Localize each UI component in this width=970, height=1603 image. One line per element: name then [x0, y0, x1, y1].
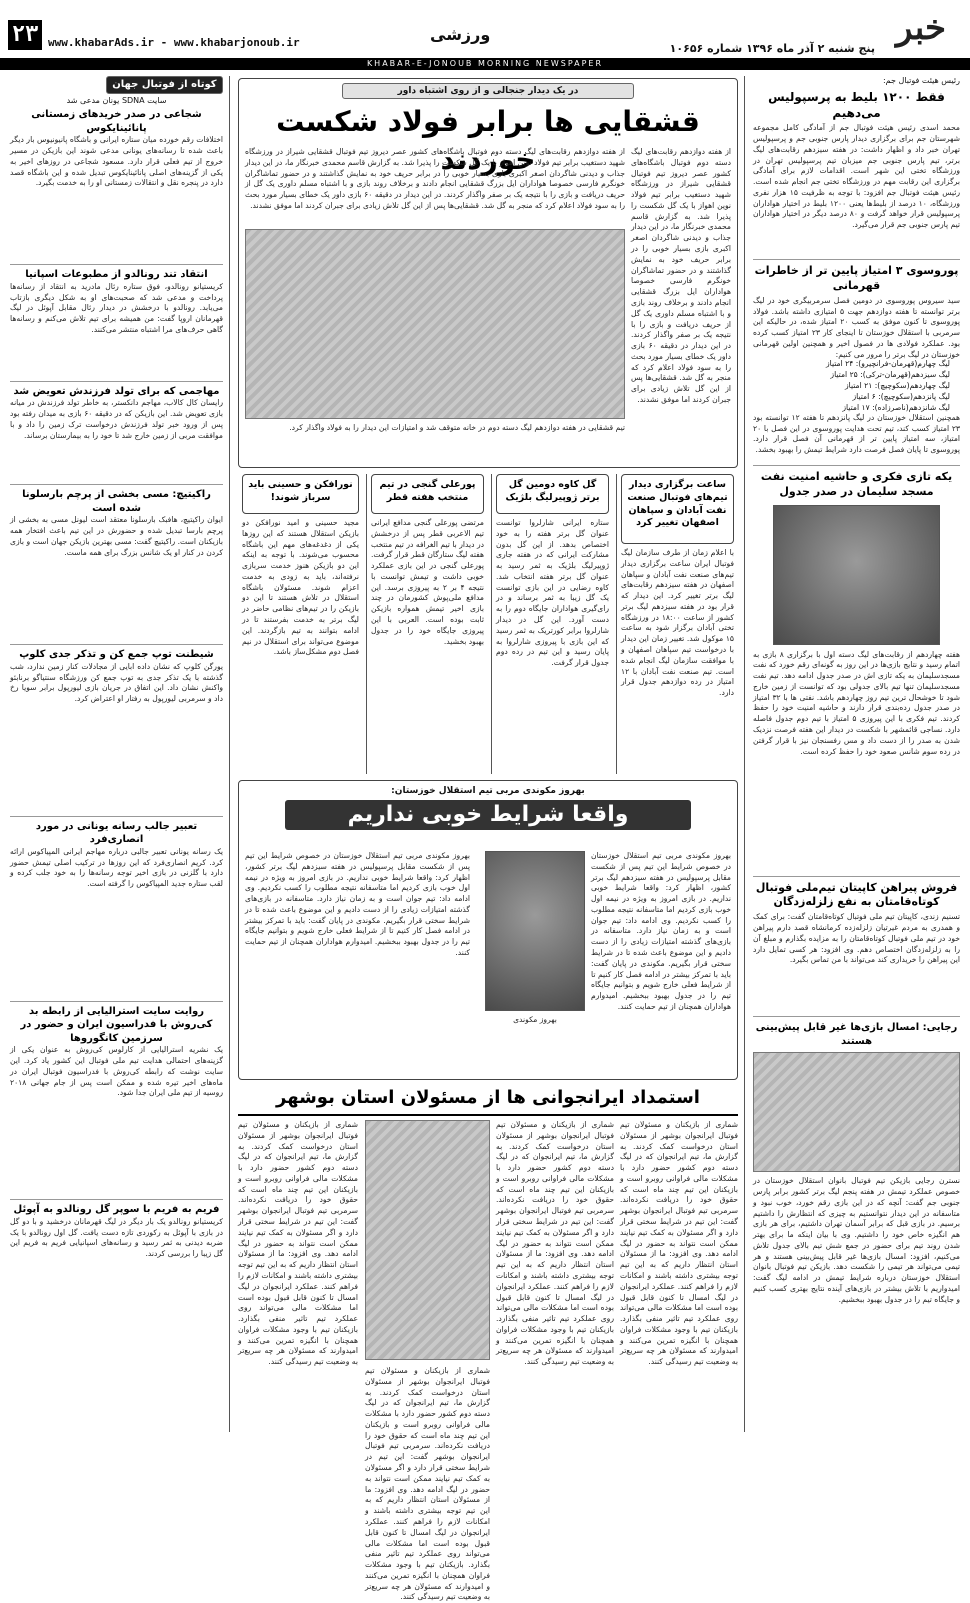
list-item: لیگ شانزدهم(ناصرزاده): ۱۷ امتیاز: [842, 402, 950, 412]
column-title: پورعلی گنجی در تیم منتخب هفته قطر: [371, 474, 484, 514]
small-col-pouraliganji: [366, 474, 488, 774]
article-naft: [753, 465, 960, 870]
news-body: رایسان کال کالاب، مهاجم دانکستر، به خاطر تولد فرزندش در میانه بازی تعویض شد. این بازیکن که در دقیقه ۶۰ بازی به میدان رفته بود پس از ورود خبر تولد فرزندش درخواست ترک زمین را داد و با موافقت مربی از زمین خارج شد تا خود را به بیمارستان برساند.: [10, 398, 223, 440]
news-body: یورگن کلوپ که نشان داده ابایی از مجادلات کنار زمین ندارد، شب گذشته با یک تذکر جدی به توپ جمع کن ورزشگاه سنتیاگو برنابئو واکنش نشان داد. این اتفاق در جریان بازی لیورپول برابر سویا رخ داد و سرمربی لیورپول به رفتار او اعتراض کرد.: [10, 661, 223, 704]
news-item: [10, 1001, 223, 1196]
page-header: [0, 0, 970, 72]
article-body: همچنین استقلال خوزستان در لیگ پانزدهم تا هفته ۱۲ توانسته بود ۲۳ امتیاز کسب کند، تیم تحت هدایت پوروسوی در این فصل با ۲۰ امتیاز، سه امتیاز پایین تر از قهرمانی آن فصل قرار دارد. پوروسوی تا پایان فصل فرصت دارد شرایط تیمش را بهبود بخشد.: [753, 412, 960, 455]
news-item: [10, 484, 223, 640]
source-line: سایت SDNA یونان مدعی شد: [66, 95, 167, 105]
lead-caption: تیم قشقایی در هفته دوازدهم لیگ دسته دوم در خانه متوقف شد و امتیازات این دیدار را به فولاد واگذار کرد.: [289, 423, 625, 432]
bushehr-body-3: شماری از بازیکنان و مسئولان تیم فوتبال ایرانجوان بوشهر از مسئولان استان درخواست کمک کردند. به گزارش ما، تیم ایرانجوان که در لیگ دسته دوم کشور حضور دارد با مشکلات مالی فراوانی روبرو است و بازیکنان این تیم چند ماه است که حقوق خود را دریافت نکرده‌اند. سرمربی تیم فوتبال ایرانجوان بوشهر گفت: این تیم در شرایط سختی قرار دارد و اگر مسئولان به کمک تیم نیایند ممکن است نتواند به حضور در لیگ ادامه دهد. وی افزود: ما از مسئولان استان انتظار داریم که به این تیم توجه بیشتری داشته باشند و امکانات لازم را فراهم کنند. عملکرد ایرانجوان در لیگ امسال تا کنون قابل قبول بوده است اما مشکلات مالی می‌تواند روی عملکرد تیم تاثیر منفی بگذارد. بازیکنان تیم با وجود مشکلات فراوان همچنان با انگیزه تمرین می‌کنند و امیدوارند که مسئولان هر چه سریع‌تر به وضعیت تیم رسیدگی کنند.: [365, 1366, 490, 1602]
world-football-box: [106, 76, 223, 94]
interview-kicker: بهروز مکوندی مربی تیم استقلال خوزستان:: [391, 786, 585, 796]
article-title: یکه تازی فکری و حاشیه امنیت نفت مسجد سلیمان در صدر جدول: [760, 469, 953, 498]
news-item: [10, 108, 223, 260]
news-body: ایوان راکیتیچ، هافبک بارسلونا معتقد است لیونل مسی به بخشی از پرچم بارسا تبدیل شده و حضورش در این تیم باعث افتخار همه بازیکنان است. راکیتیچ گفت: مسی بهترین بازیکن جهان است و بازی کردن در کنار او یک شانس بزرگ برای همه ماست.: [10, 515, 223, 557]
article-rajaei: [753, 1016, 960, 1426]
news-item: [10, 1199, 223, 1327]
section-title: ورزشی: [430, 25, 491, 44]
coach-photo: [773, 505, 940, 645]
news-title: راکیتیچ: مسی بخشی از پرچم بارسلونا شده است: [22, 489, 211, 514]
news-item: [10, 816, 223, 997]
article-kicker: رئیس هیئت فوتبال جم:: [882, 76, 960, 85]
right-column: [744, 76, 966, 1432]
column-title: گل کاوه دومین گل برتر ژوپیرلیگ بلژیک: [496, 474, 609, 514]
bushehr-body-2: شماری از بازیکنان و مسئولان تیم فوتبال ایرانجوان بوشهر از مسئولان استان درخواست کمک کردند. به گزارش ما، تیم ایرانجوان که در لیگ دسته دوم کشور حضور دارد با مشکلات مالی فراوانی روبرو است و بازیکنان این تیم چند ماه است که حقوق خود را دریافت نکرده‌اند. سرمربی تیم فوتبال ایرانجوان بوشهر گفت: این تیم در شرایط سختی قرار دارد و اگر مسئولان به کمک تیم نیایند ممکن است نتواند به حضور در لیگ ادامه دهد. وی افزود: ما از مسئولان استان انتظار داریم که به این تیم توجه بیشتری داشته باشند و امکانات لازم را فراهم کنند. عملکرد ایرانجوان در لیگ امسال تا کنون قابل قبول بوده است اما مشکلات مالی می‌تواند روی عملکرد تیم تاثیر منفی بگذارد. بازیکنان تیم با وجود مشکلات فراوان همچنان با انگیزه تمرین می‌کنند و امیدوارند که مسئولان هر چه سریع‌تر به وضعیت تیم رسیدگی کنند.: [496, 1120, 614, 1367]
small-col-esteghlal: [238, 474, 363, 774]
article-body: نسترن رجایی بازیکن تیم فوتبال بانوان استقلال خوزستان در خصوص عملکرد تیمش در هفته پنجم لیگ برتر کشور برابر پارس جنوبی جم گفت: آنچه که در این بازی رقم خورد، خوب نبود و متاسفانه در این دیدار نتوانستیم به چیزی که انتظارش را داشتیم برسیم. در بازی قبل که برابر آسمان تهران داشتیم، برای هر بازی هم انگیزه خاص خود را داشتیم. وی با بیان اینکه ما برای بهتر شدن روند تیم برای حضور در جمع شش تیم بالای جدول تلاش می‌کنیم، افزود: امسال بازی‌ها غیر قابل پیش‌بینی هستند و هر تیمی می‌تواند هر تیمی را شکست دهد. بازیکن تیم فوتبال بانوان استقلال خوزستان درباره شرایط تیمش در ادامه لیگ گفت: امیدواریم با تلاش بیشتر در بازی‌های آینده نتایج بهتری کسب کنیم و جایگاه تیم را در جدول بهبود ببخشیم.: [753, 1176, 960, 1304]
lead-article: [238, 78, 738, 468]
article-body: تسنیم زندی، کاپیتان تیم ملی فوتبال کوتاه‌قامتان گفت: برای کمک و همدری به مردم غیرتیان زلزله‌زده کرمانشاه قصد دارم پیراهن خود در تیم ملی فوتبال کوتاه‌قامتان را به مزایده بگذارم و مبلغ آن را به زلزله‌زدگان اختصاص دهم. وی افزود: هر کسی تمایل دارد این پیراهن را خریداری کند می‌تواند با من تماس بگیرد.: [753, 912, 960, 965]
bushehr-article: [238, 1086, 738, 1602]
news-title: انتقاد تند رونالدو از مطبوعات اسپانیا: [25, 269, 208, 281]
interview-body: بهروز مکوندی مربی تیم استقلال خوزستان در خصوص شرایط این تیم پس از شکست مقابل پرسپولیس در هفته سیزدهم لیگ برتر کشور، اظهار کرد: واقعا شرایط خوبی نداریم. در بازی امروز به ویژه در نیمه اول خوب بازی کردیم اما متاسفانه نتیجه مطلوب را کسب نکردیم. وی ادامه داد: تیم جوان است و به زمان نیاز دارد. متاسفانه در بازی‌های گذشته امتیازات زیادی را از دست دادیم و این موضوع باعث شده تا در شرایط سختی قرار بگیریم. مکوندی در پایان گفت: باید با تمرکز بیشتر در ادامه فصل کار کنیم تا از شرایط فعلی خارج شویم و بتوانیم جایگاه تیم را در جدول بهبود ببخشیم. امیدوارم هواداران همچنان از تیم حمایت کنند.: [591, 851, 731, 1011]
news-body: کریستیانو رونالدو یک بار دیگر در لیگ قهرمانان درخشید و با دو گل در بازی با آپوئل به رکوردی تازه دست یافت. گل اول رونالدو با یک ضربه دیدنی به ثمر رسید و رسانه‌های اسپانیایی فریم به فریم این گل زیبا را بررسی کردند.: [10, 1216, 223, 1259]
interview-body-2: بهروز مکوندی مربی تیم استقلال خوزستان در خصوص شرایط این تیم پس از شکست مقابل پرسپولیس در هفته سیزدهم لیگ برتر کشور، اظهار کرد: واقعا شرایط خوبی نداریم. در بازی امروز به ویژه در نیمه اول خوب بازی کردیم اما متاسفانه نتیجه مطلوب را کسب نکردیم. وی ادامه داد: تیم جوان است و به زمان نیاز دارد. متاسفانه در بازی‌های گذشته امتیازات زیادی را از دست دادیم و این موضوع باعث شده تا در شرایط سختی قرار بگیریم. مکوندی در پایان گفت: باید با تمرکز بیشتر در ادامه فصل کار کنیم تا از شرایط فعلی خارج شویم و بتوانیم جایگاه تیم را در جدول بهبود ببخشیم. امیدوارم هواداران همچنان از تیم حمایت کنند.: [245, 851, 470, 958]
newspaper-logo: خبر: [895, 8, 947, 49]
news-item: [10, 381, 223, 481]
column-body: مرتضی پورعلی گنجی مدافع ایرانی تیم الاعربی قطر پس از درخشش در دیدار با تیم الغرافه در تیم منتخب هفته لیگ ستارگان قطر قرار گرفت. پورعلی گنجی در این بازی عملکرد خوبی داشت و تیمش توانست با نتیجه ۴ بر ۲ به پیروزی برسد. این مدافع ملی‌پوش کشورمان در چند بازی اخیر تیمش همواره بازیکن ثابت بوده است. العربی با این پیروزی جایگاه خود را در جدول بهبود بخشید.: [371, 518, 484, 646]
column-title: نورافکن و حسینی باید سرباز شوند!: [242, 474, 359, 514]
small-col-oil: [616, 474, 738, 774]
article-poursavi: [753, 259, 960, 459]
lead-title: قشقایی ها برابر فولاد شکست خوردند: [276, 105, 700, 176]
list-item: لیگ سیزدهم(قهرمان-ترکی): ۲۵ امتیاز: [830, 369, 950, 379]
news-title: مهاجمی که برای تولد فرزندش تعویض شد: [13, 385, 220, 397]
news-title: روایت سایت استرالیایی از رابطه بد کی‌روش با فدراسیون ایران و حضور در سرزمین کانگوروها: [20, 1005, 213, 1044]
interview-title-bar: [285, 800, 691, 830]
column-body: ستاره ایرانی شارلروا توانست عنوان گل برتر هفته را به خود اختصاص بدهد. از این گل بدون مشارکت ایرانی که در هفته جاری ژوپیرلیگ بلژیک به ثمر رسید به عنوان گل برتر هفته انتخاب شد. کاوه رضایی در این بازی توانست یک گل زیبا به ثمر برساند و در رای‌گیری هواداران جایگاه دوم را به دست آورد. این گل در دیدار شارلروا برابر کورتریک به ثمر رسید که این بازی با پیروزی شارلروا به پایان رسید و این تیم در رده دوم جدول قرار گرفت.: [496, 518, 609, 668]
article-body: محمد اسدی رئیس هیئت فوتبال جم از آمادگی کامل مجموعه شهرستان جم برای برگزاری دیدار پارس جنوبی جم و پرسپولیس تهران خبر داد و اظهار داشت: در هفته سیزدهم رقابت‌های لیگ برتر، تیم پارس جنوبی جم میزبان تیم پرسپولیس تهران در ورزشگاه تختی این شهر است. اقدامات لازم برای آمادگی برگزاری این رقابت مهم در ورزشگاه تختی جم انجام شده است. رئیس هیئت فوتبال جم افزود: با توجه به ظرفیت ۱۵ هزار نفری ورزشگاه، ۱۰ درصد از بلیط‌ها یعنی ۱۲۰۰ بلیط در اختیار هواداران پرسپولیس قرار خواهد گرفت و ۸۰ درصد دیگر در اختیار هواداران تیم پارس جنوبی جم قرار می‌گیرد.: [753, 123, 961, 230]
standings-list: [753, 358, 960, 413]
bushehr-body: شماری از بازیکنان و مسئولان تیم فوتبال ایرانجوان بوشهر از مسئولان استان درخواست کمک کردند. به گزارش ما، تیم ایرانجوان که در لیگ دسته دوم کشور حضور دارد با مشکلات مالی فراوانی روبرو است و بازیکنان این تیم چند ماه است که حقوق خود را دریافت نکرده‌اند. سرمربی تیم فوتبال ایرانجوان بوشهر گفت: این تیم در شرایط سختی قرار دارد و اگر مسئولان به کمک تیم نیایند ممکن است نتواند به حضور در لیگ ادامه دهد. وی افزود: ما از مسئولان استان انتظار داریم که به این تیم توجه بیشتری داشته باشند و امکانات لازم را فراهم کنند. عملکرد ایرانجوان در لیگ امسال تا کنون قابل قبول بوده است اما مشکلات مالی می‌تواند روی عملکرد تیم تاثیر منفی بگذارد. بازیکنان تیم با وجود مشکلات فراوان همچنان با انگیزه تمرین می‌کنند و امیدوارند که مسئولان هر چه سریع‌تر به وضعیت تیم رسیدگی کنند.: [620, 1120, 738, 1367]
lead-body-extra: از هفته دوازدهم رقابت‌های لیگ دسته دوم فوتبال باشگاه‌های کشور عصر دیروز تیم فوتبال قشقایی شیراز در ورزشگاه شهید دستغیب برابر تیم فولاد نوین اهواز با یک گل شکست را پذیرا شد. به گزارش قاسم محمدی خبرنگار ما، در این دیدار جذاب و دیدنی شاگردان اصغر اکبری بازی بسیار خوبی را در برابر حریف خود به نمایش گذاشتند و در حضور تماشاگران خونگرم فارسی خصوصا هواداران ایل بزرگ قشقایی انجام دادند و برخلاف روند بازی و با اشتباه مسلم داوری یک گل از حریف دریافت و بازی را با نتیجه یک بر صفر واگذار کردند. در این دیدار در دقیقه ۶۰ بازی داور یک خطای بسیار مورد بحث را به سود فولاد اعلام کرد که منجر به گل شد. قشقایی‌ها پس از این گل تلاش زیادی برای جبران کردند اما موفق نشدند.: [245, 147, 625, 210]
article-body: سید سیروس پوروسوی در دومین فصل سرمربیگری خود در لیگ برتر توانسته تا هفته دوازدهم جهت ۵ امتیازی داشته باشد. فولاد پوروسوی تا کنون موفق به کسب ۲۰ امتیاز شده، در حالیکه این سرمربی با استقلال خوزستان تا اینجای کار ۲۳ امتیاز کسب کرده بود. عملکرد فولادی ها در فصول اخیر و همچنین اولین قهرمانی خوزستان در لیگ برتر را مرور می کنیم:: [753, 295, 961, 359]
women-football-photo: [753, 1052, 960, 1172]
news-item: [10, 644, 223, 812]
left-column: [6, 76, 230, 1432]
news-item: [10, 264, 223, 377]
match-photo: [245, 229, 625, 419]
article-title: رجایی: امسال بازی‌ها غیر قابل پیش‌بینی هستند: [755, 1022, 958, 1047]
article-body: هفته چهاردهم از رقابت‌های لیگ دسته اول با برگزاری ۸ بازی به اتمام رسید و نتایج بازی‌ها در این روز به گونه‌ای رقم خورد که نفت مسجدسلیمان به یکه تازی اش در صدر جدول ادامه دهد. تیم نفت مسجدسلیمان تنها تیم بالای جدولی بود که توانست از زمین خارج شود تا خوشحال ترین تیم روز چهاردهم باشد. نفتی ها با ۳۲ امتیاز در صدر جدول رده‌بندی قرار دارند و حاشیه امنیت خود را حفظ کردند. تیم فکری با این پیروزی ۵ امتیاز با تیم دوم جدول فاصله دارد. نساجی قائمشهر با شکست در دیدار این هفته فرصت نزدیک شدن به صدر را از دست داد و مس رفسنجان نیز با قرار گرفتن در رده سوم شانس صعود خود را حفظ کرده است.: [753, 649, 961, 756]
lead-body: از هفته دوازدهم رقابت‌های لیگ دسته دوم فوتبال باشگاه‌های کشور عصر دیروز تیم فوتبال قشقایی شیراز در ورزشگاه شهید دستغیب برابر تیم فولاد نوین اهواز با یک گل شکست را پذیرا شد. به گزارش قاسم محمدی خبرنگار ما، در این دیدار جذاب و دیدنی شاگردان اصغر اکبری بازی بسیار خوبی را در برابر حریف خود به نمایش گذاشتند و در حضور تماشاگران خونگرم فارسی خصوصا هواداران ایل بزرگ قشقایی انجام دادند و برخلاف روند بازی و با اشتباه مسلم داوری یک گل از حریف دریافت و بازی را با نتیجه یک بر صفر واگذار کردند. در این دیدار در دقیقه ۶۰ بازی داور یک خطای بسیار مورد بحث را به سود فولاد اعلام کرد که منجر به گل شد. قشقایی‌ها پس از این گل تلاش زیادی برای جبران کردند اما موفق نشدند.: [631, 147, 731, 404]
bushehr-body-4: شماری از بازیکنان و مسئولان تیم فوتبال ایرانجوان بوشهر از مسئولان استان درخواست کمک کردند. به گزارش ما، تیم ایرانجوان که در لیگ دسته دوم کشور حضور دارد با مشکلات مالی فراوانی روبرو است و بازیکنان این تیم چند ماه است که حقوق خود را دریافت نکرده‌اند. سرمربی تیم فوتبال ایرانجوان بوشهر گفت: این تیم در شرایط سختی قرار دارد و اگر مسئولان به کمک تیم نیایند ممکن است نتواند به حضور در لیگ ادامه دهد. وی افزود: ما از مسئولان استان انتظار داریم که به این تیم توجه بیشتری داشته باشند و امکانات لازم را فراهم کنند. عملکرد ایرانجوان در لیگ امسال تا کنون قابل قبول بوده است اما مشکلات مالی می‌تواند روی عملکرد تیم تاثیر منفی بگذارد. بازیکنان تیم با وجود مشکلات فراوان همچنان با انگیزه تمرین می‌کنند و امیدوارند که مسئولان هر چه سریع‌تر به وضعیت تیم رسیدگی کنند.: [238, 1120, 358, 1367]
page-number: ۲۳: [8, 20, 42, 50]
box-title: کوتاه از فوتبال جهان: [112, 79, 217, 90]
small-col-kaveh: [491, 474, 613, 774]
column-title: ساعت برگزاری دیدار تیم‌های فوتبال صنعت نفت آبادان و سپاهان اصفهان تغییر کرد: [621, 474, 734, 544]
article-title: فروش پیراهن کاپیتان تیم‌ملی فوتبال کوتاه‌قامتان به نفع زلزله‌زدگان: [755, 880, 958, 909]
news-title: فریم به فریم با سوپر گل رونالدو به آپوئل: [13, 1204, 220, 1216]
masthead-banner: KHABAR-E-JONOUB MORNING NEWSPAPER: [0, 58, 970, 70]
website-links[interactable]: www.khabarAds.ir - www.khabarjonoub.ir: [48, 36, 300, 49]
article-shirt-sale: [753, 876, 960, 1013]
interview-article: [238, 780, 738, 1080]
news-body: کریستیانو رونالدو، فوق ستاره رئال مادرید به انتقاد از رسانه‌ها پرداخت و مدعی شد که صحبت‌های او به شکل دیگری بازتاب می‌یابد. رونالدو با درخشش در دیدار رئال مقابل آپوئل در لیگ قهرمانان اروپا گفت: من همیشه برای تیم تلاش می‌کنم و رسانه‌ها گاهی حرف‌های مرا اشتباه منتشر می‌کنند.: [10, 281, 223, 334]
list-item: لیگ چهارم(قهرمان-فرانچیرو): ۲۴ امتیاز: [825, 358, 950, 368]
list-item: لیگ پانزدهم(سکوچیچ): ۶ امتیاز: [852, 391, 950, 401]
article-title: پوروسوی ۳ امتیاز پایین تر از خاطرات قهرمانی: [754, 264, 959, 293]
news-body: اختلافات رقم خورده میان ستاره ایرانی و باشگاه پانیونیوس بار دیگر باعث شده تا رسانه‌های یونانی مدعی شوند این بازیکن در مسیر خروج از تیم فعلی قرار دارد. مسعود شجاعی در روزهای اخیر به یکی از گزینه‌های اصلی پانائینایکوس تبدیل شده و این باشگاه قصد دارد در پنجره نقل و انتقالات زمستانی او را به خدمت بگیرد.: [10, 135, 223, 188]
news-title: تعبیر جالب رسانه یونانی در مورد انصاری‌فرد: [35, 820, 198, 846]
article-title: فقط ۱۲۰۰ بلیط به پرسپولیس می‌دهیم: [768, 89, 945, 120]
news-title: شجاعی در صدر خریدهای زمستانی پانائینایکوس: [31, 109, 202, 134]
issue-date: پنج شنبه ۲ آذر ماه ۱۳۹۶ شماره ۱۰۶۵۶: [669, 42, 875, 55]
small-columns: [238, 474, 738, 774]
bushehr-title: استمداد ایرانجوانی ها از مسئولان استان بوشهر: [238, 1086, 738, 1116]
news-title: شیطنت توپ جمع کن و تذکر جدی کلوپ: [19, 649, 214, 661]
column-body: با اعلام زمان از طرف سازمان لیگ فوتبال ایران ساعت برگزاری دیدار تیم‌های صنعت نفت آبادان و سپاهان اصفهان در هفته سیزدهم رقابت‌های لیگ برتر تغییر کرد. این دیدار که قرار بود در هفته سیزدهم لیگ برتر کشور از ساعت ۱۸:۰۰ در ورزشگاه تختی آبادان برگزار شود به ساعت ۱۵ موکول شد. تغییر زمان این دیدار با درخواست تیم سپاهان اصفهان و با موافقت سازمان لیگ انجام شده است. تیم صنعت نفت آبادان با ۱۲ امتیاز در رده دوازدهم جدول قرار دارد.: [621, 548, 734, 698]
interview-title: واقعا شرایط خوبی نداریم: [347, 802, 629, 828]
news-body: یک رسانه یونانی تعبیر جالبی درباره مهاجم ایرانی المپیاکوس ارائه کرد. کریم انصاری‌فرد که این روزها در ترکیب اصلی تیمش حضور دارد با گلزنی در بازی اخیر توجه رسانه‌ها را به خود جلب کرده و لقب ستاره جدید المپیاکوس را گرفته است.: [10, 846, 223, 889]
column-body: مجید حسینی و امید نورافکن دو بازیکن استقلال هستند که این روزها یکی از دغدغه‌های مهم این باشگاه محسوب می‌شوند. با توجه به اینکه این دو بازیکن هنوز خدمت سربازی نرفته‌اند، باید به زودی به خدمت اعزام شوند. مسئولان باشگاه استقلال در تلاش هستند تا این دو بازیکن را در تیم‌های نظامی حاضر در لیگ برتر به خدمت بفرستند تا در ادامه بتوانند به تیم بازگردند. این موضوع می‌تواند برای استقلال در نیم فصل دوم مشکل‌ساز باشد.: [242, 518, 359, 657]
training-photo: [365, 1120, 490, 1360]
article-tickets: [753, 76, 960, 253]
coach-portrait: [485, 851, 585, 1011]
list-item: لیگ چهاردهم(سکوچیچ): ۲۱ امتیاز: [844, 380, 950, 390]
interview-caption: بهروز مکوندی: [513, 1015, 557, 1024]
lead-kicker: در یک دیدار جنجالی و از روی اشتباه داور: [342, 83, 634, 99]
news-body: یک نشریه استرالیایی از کارلوس کی‌روش به عنوان یکی از گزینه‌های احتمالی هدایت تیم ملی فوتبال این کشور یاد کرد. این سایت نوشت که رابطه کی‌روش با فدراسیون فوتبال ایران در ماه‌های اخیر تیره شده و ممکن است پس از جام جهانی ۲۰۱۸ روسیه از تیم ملی ایران جدا شود.: [10, 1045, 223, 1098]
